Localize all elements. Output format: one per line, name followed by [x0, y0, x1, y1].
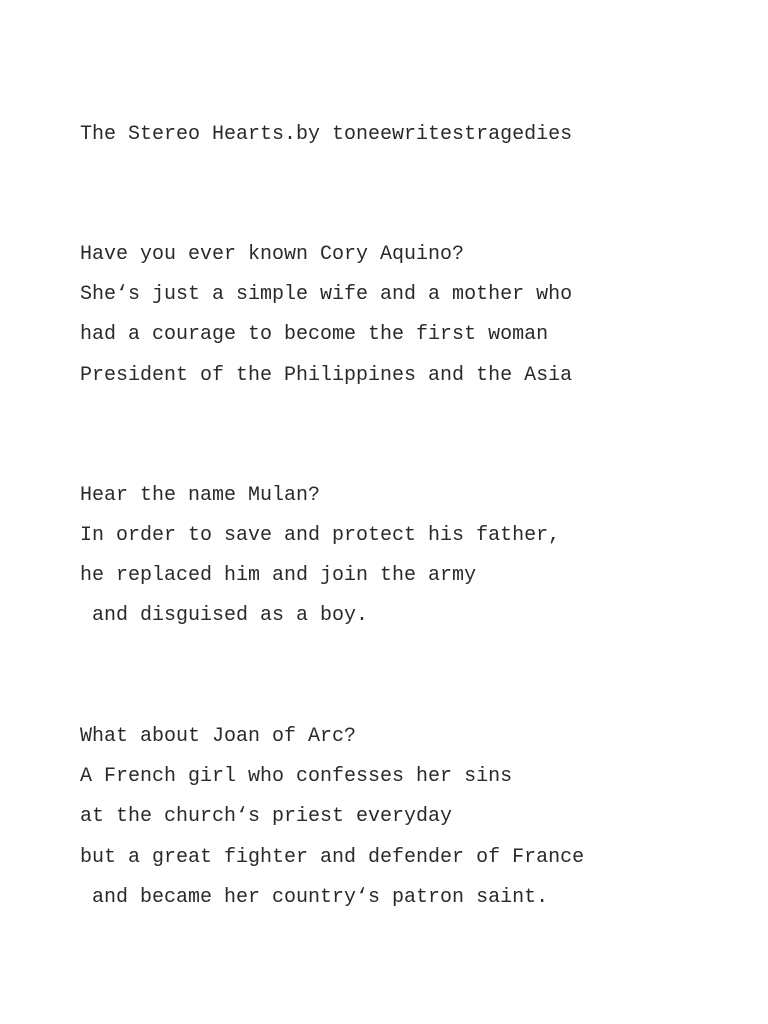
stanza-line: but a great fighter and defender of France — [80, 846, 585, 869]
stanza-line: at the church‘s priest everyday — [80, 805, 453, 828]
document-title: The Stereo Hearts.by toneewritestragedies — [80, 123, 573, 146]
stanza-line: and disguised as a boy. — [80, 604, 369, 627]
stanza-line: In order to save and protect his father, — [80, 524, 561, 547]
stanza-line: A French girl who confesses her sins — [80, 765, 513, 788]
stanza-line: had a courage to become the first woman — [80, 323, 549, 346]
stanza-line: he replaced him and join the army — [80, 564, 477, 587]
stanza-line: Hear the name Mulan? — [80, 484, 321, 507]
stanza-line: and became her country‘s patron saint. — [80, 886, 549, 909]
stanza-line: President of the Philippines and the Asia — [80, 364, 573, 387]
stanza-line: She‘s just a simple wife and a mother who — [80, 283, 573, 306]
stanza-line: Have you ever known Cory Aquino? — [80, 243, 465, 266]
stanza-line: What about Joan of Arc? — [80, 725, 357, 748]
